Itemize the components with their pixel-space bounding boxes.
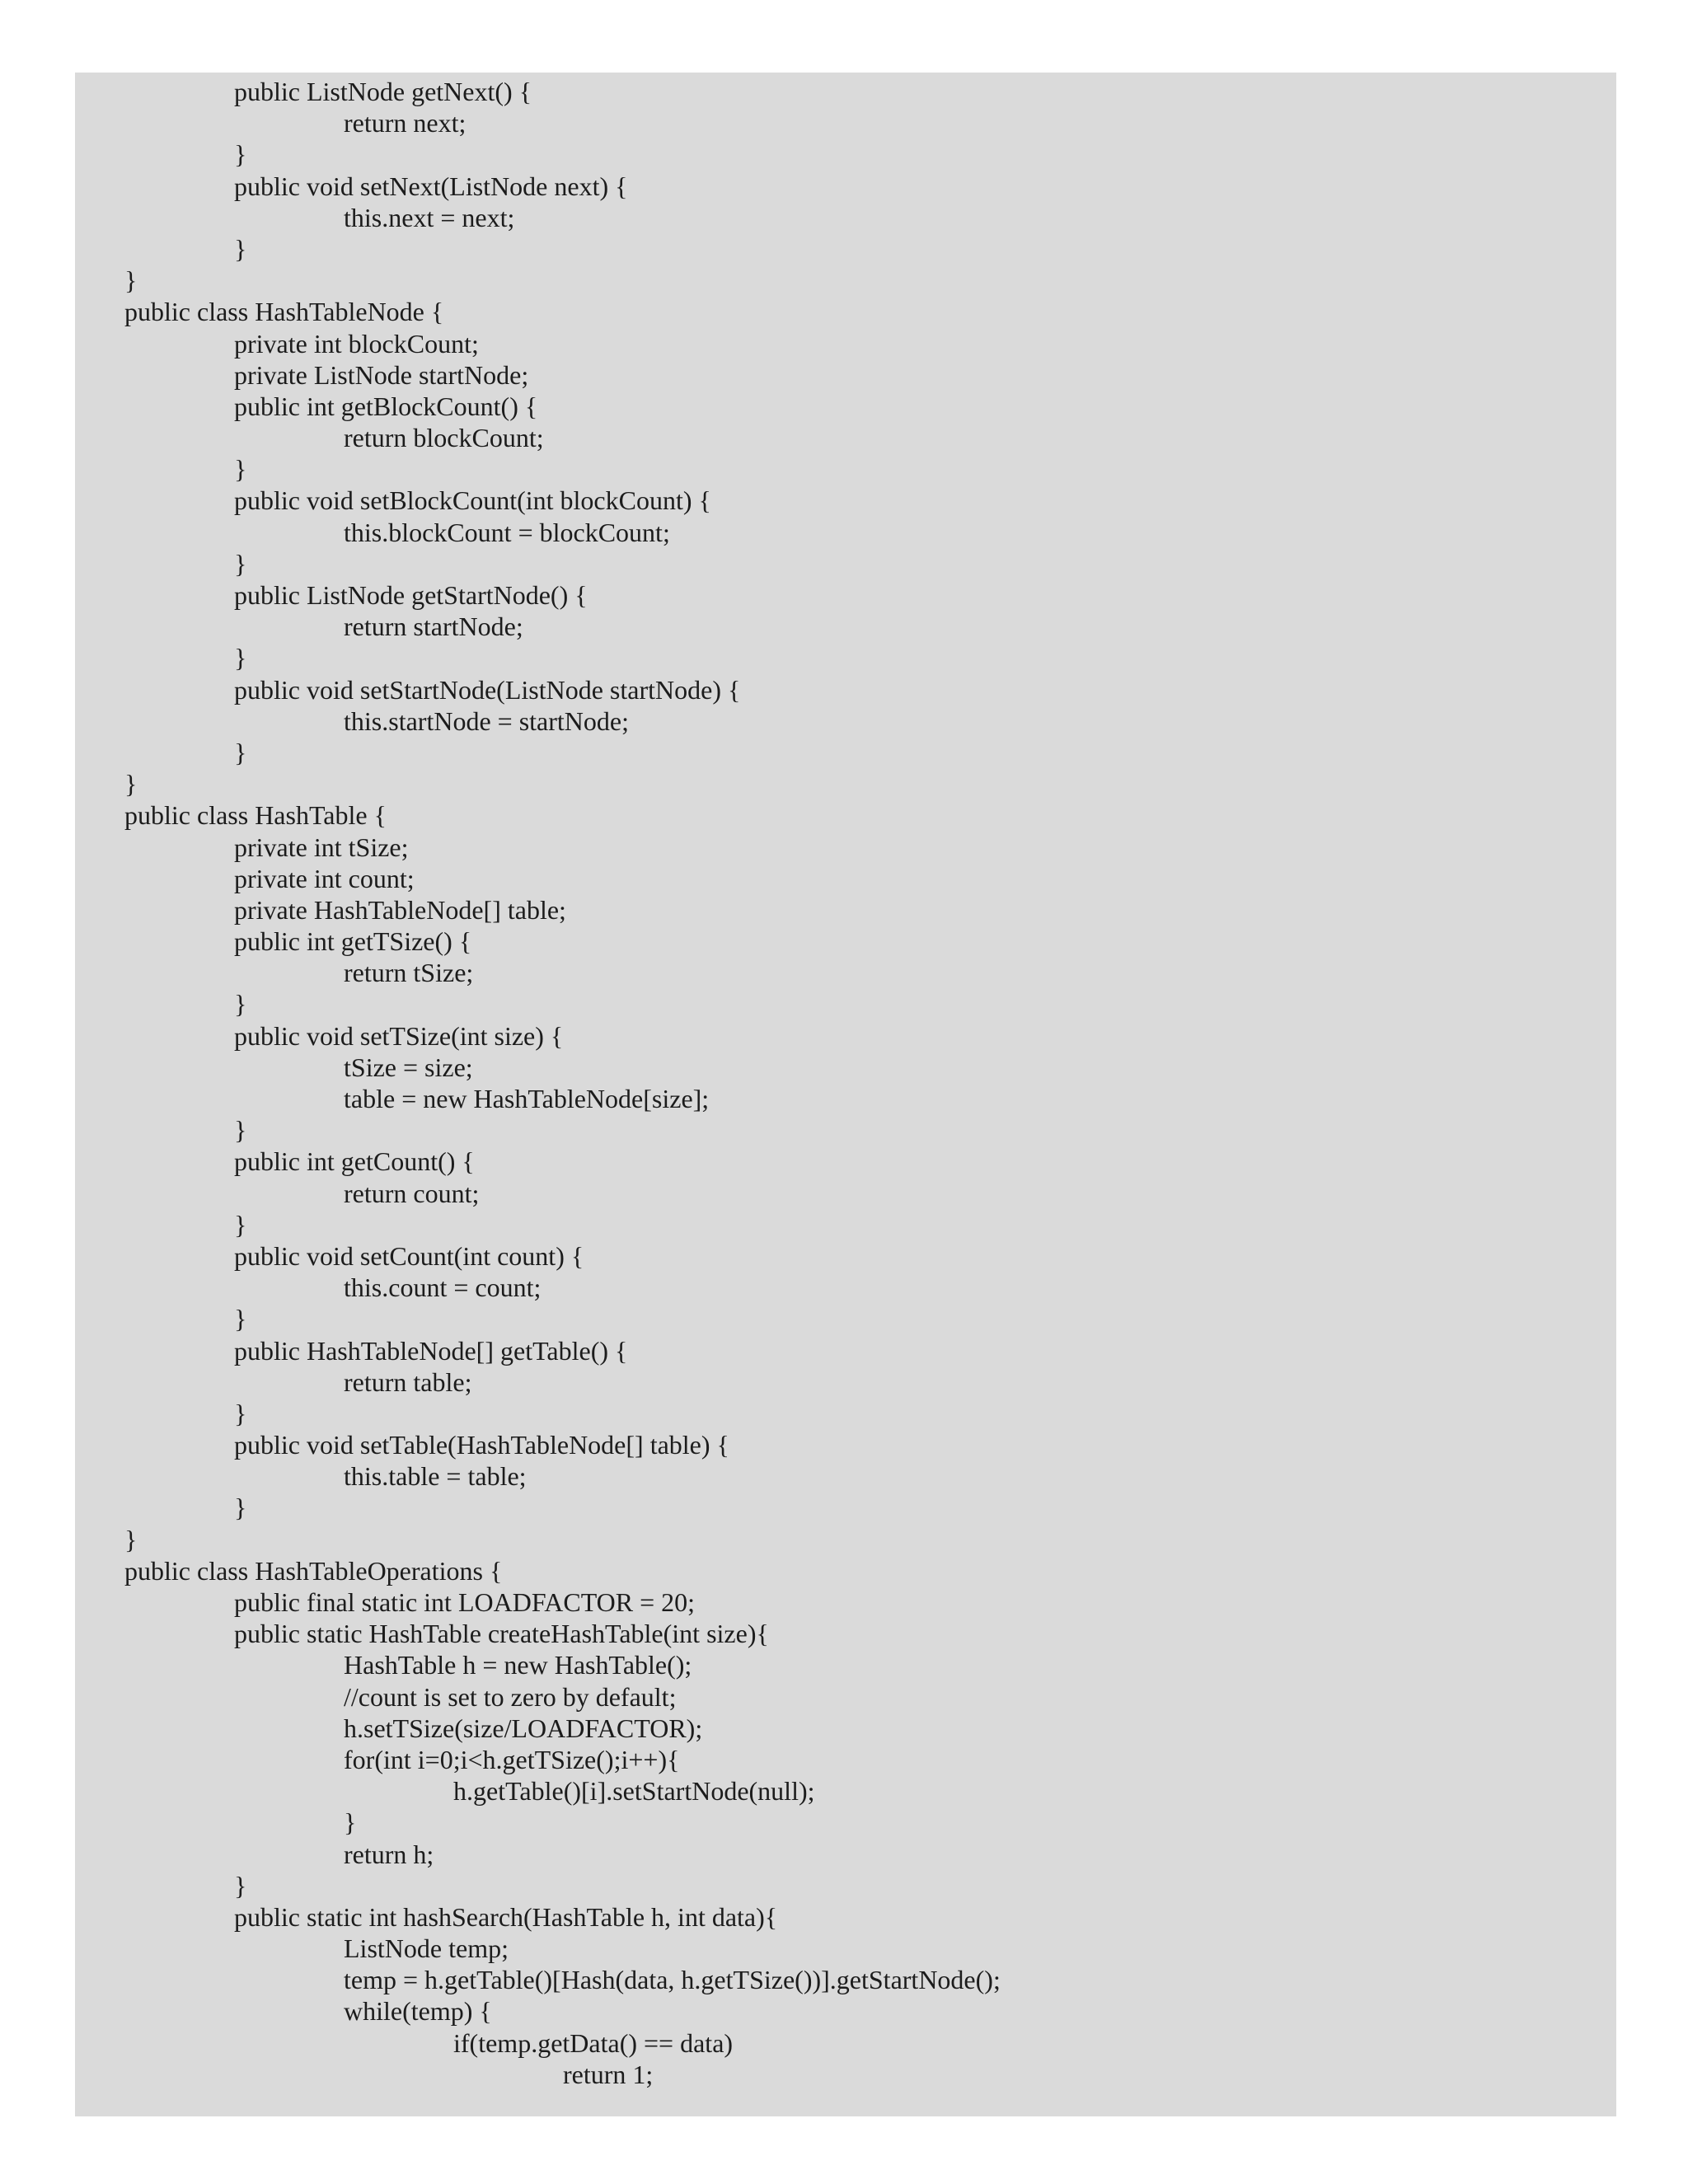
code-line: return startNode; [344, 612, 523, 642]
code-line: public class HashTable { [124, 800, 387, 831]
code-line: return next; [344, 108, 467, 138]
code-line: } [234, 454, 247, 485]
code-line: private HashTableNode[] table; [234, 894, 566, 925]
code-line: } [124, 1524, 138, 1554]
code-line: public ListNode getNext() { [234, 77, 532, 106]
code-line: } [234, 139, 247, 170]
code-line: public void setStartNode(ListNode startNode) { [234, 674, 741, 705]
code-line: } [234, 1115, 247, 1146]
code-line: public class HashTableNode { [124, 297, 444, 327]
code-line: } [234, 737, 247, 767]
code-line: temp = h.getTable()[Hash(data, h.getTSize())].getStartNode(); [344, 1965, 1001, 1995]
code-line: public final static int LOADFACTOR = 20; [234, 1587, 696, 1617]
code-line: return h; [344, 1839, 434, 1869]
code-line: } [234, 989, 247, 1019]
code-line: } [234, 1398, 247, 1428]
code-line: } [234, 1493, 247, 1523]
code-line: public int getCount() { [234, 1146, 475, 1177]
code-line: } [124, 265, 138, 296]
code-line: } [234, 643, 247, 673]
code-line: return table; [344, 1366, 472, 1397]
code-line: table = new HashTableNode[size]; [344, 1084, 710, 1113]
code-line: ListNode temp; [344, 1933, 509, 1964]
code-line: } [234, 1209, 247, 1240]
code-line: this.blockCount = blockCount; [344, 517, 670, 547]
code-line: public void setCount(int count) { [234, 1240, 584, 1271]
code-line: public void setTable(HashTableNode[] table) { [234, 1430, 729, 1460]
code-line: } [234, 1870, 247, 1900]
code-line: public int getTSize() { [234, 926, 472, 957]
code-line: private int blockCount; [234, 328, 479, 359]
code-line: tSize = size; [344, 1052, 473, 1082]
code-line: return tSize; [344, 958, 474, 988]
code-line: private int count; [234, 863, 415, 893]
code-line: public static HashTable createHashTable(int size){ [234, 1619, 769, 1649]
code-line: } [234, 548, 247, 579]
code-line: this.startNode = startNode; [344, 705, 629, 736]
code-line: //count is set to zero by default; [344, 1681, 677, 1712]
code-line: } [124, 769, 138, 799]
code-line: h.getTable()[i].setStartNode(null); [453, 1776, 815, 1807]
code-line: this.table = table; [344, 1461, 527, 1492]
code-lines [124, 76, 1001, 2090]
code-line: private ListNode startNode; [234, 359, 529, 390]
code-line: public HashTableNode[] getTable() { [234, 1335, 628, 1366]
code-line: public class HashTableOperations { [124, 1555, 503, 1586]
code-line: } [234, 233, 247, 264]
code-line: this.count = count; [344, 1272, 542, 1303]
code-line: } [344, 1807, 357, 1838]
code-line: public void setBlockCount(int blockCount) { [234, 485, 711, 516]
code-line: public void setTSize(int size) { [234, 1020, 564, 1051]
code-line: private int tSize; [234, 832, 409, 862]
code-listing-panel [75, 73, 1616, 2116]
code-line: HashTable h = new HashTable(); [344, 1650, 692, 1680]
code-line: this.next = next; [344, 202, 515, 232]
code-line: public void setNext(ListNode next) { [234, 171, 628, 201]
code-line: public int getBlockCount() { [234, 391, 538, 421]
code-line: h.setTSize(size/LOADFACTOR); [344, 1713, 703, 1743]
code-line: public static int hashSearch(HashTable h, int data){ [234, 1901, 778, 1932]
code-line: return count; [344, 1178, 480, 1208]
code-line: while(temp) { [344, 1996, 492, 2027]
code-line: } [234, 1304, 247, 1334]
code-line: return blockCount; [344, 423, 544, 453]
code-line: return 1; [563, 2059, 654, 2089]
code-line: if(temp.getData() == data) [453, 2027, 734, 2058]
code-line: public ListNode getStartNode() { [234, 580, 588, 610]
code-line: for(int i=0;i<h.getTSize();i++){ [344, 1744, 680, 1774]
